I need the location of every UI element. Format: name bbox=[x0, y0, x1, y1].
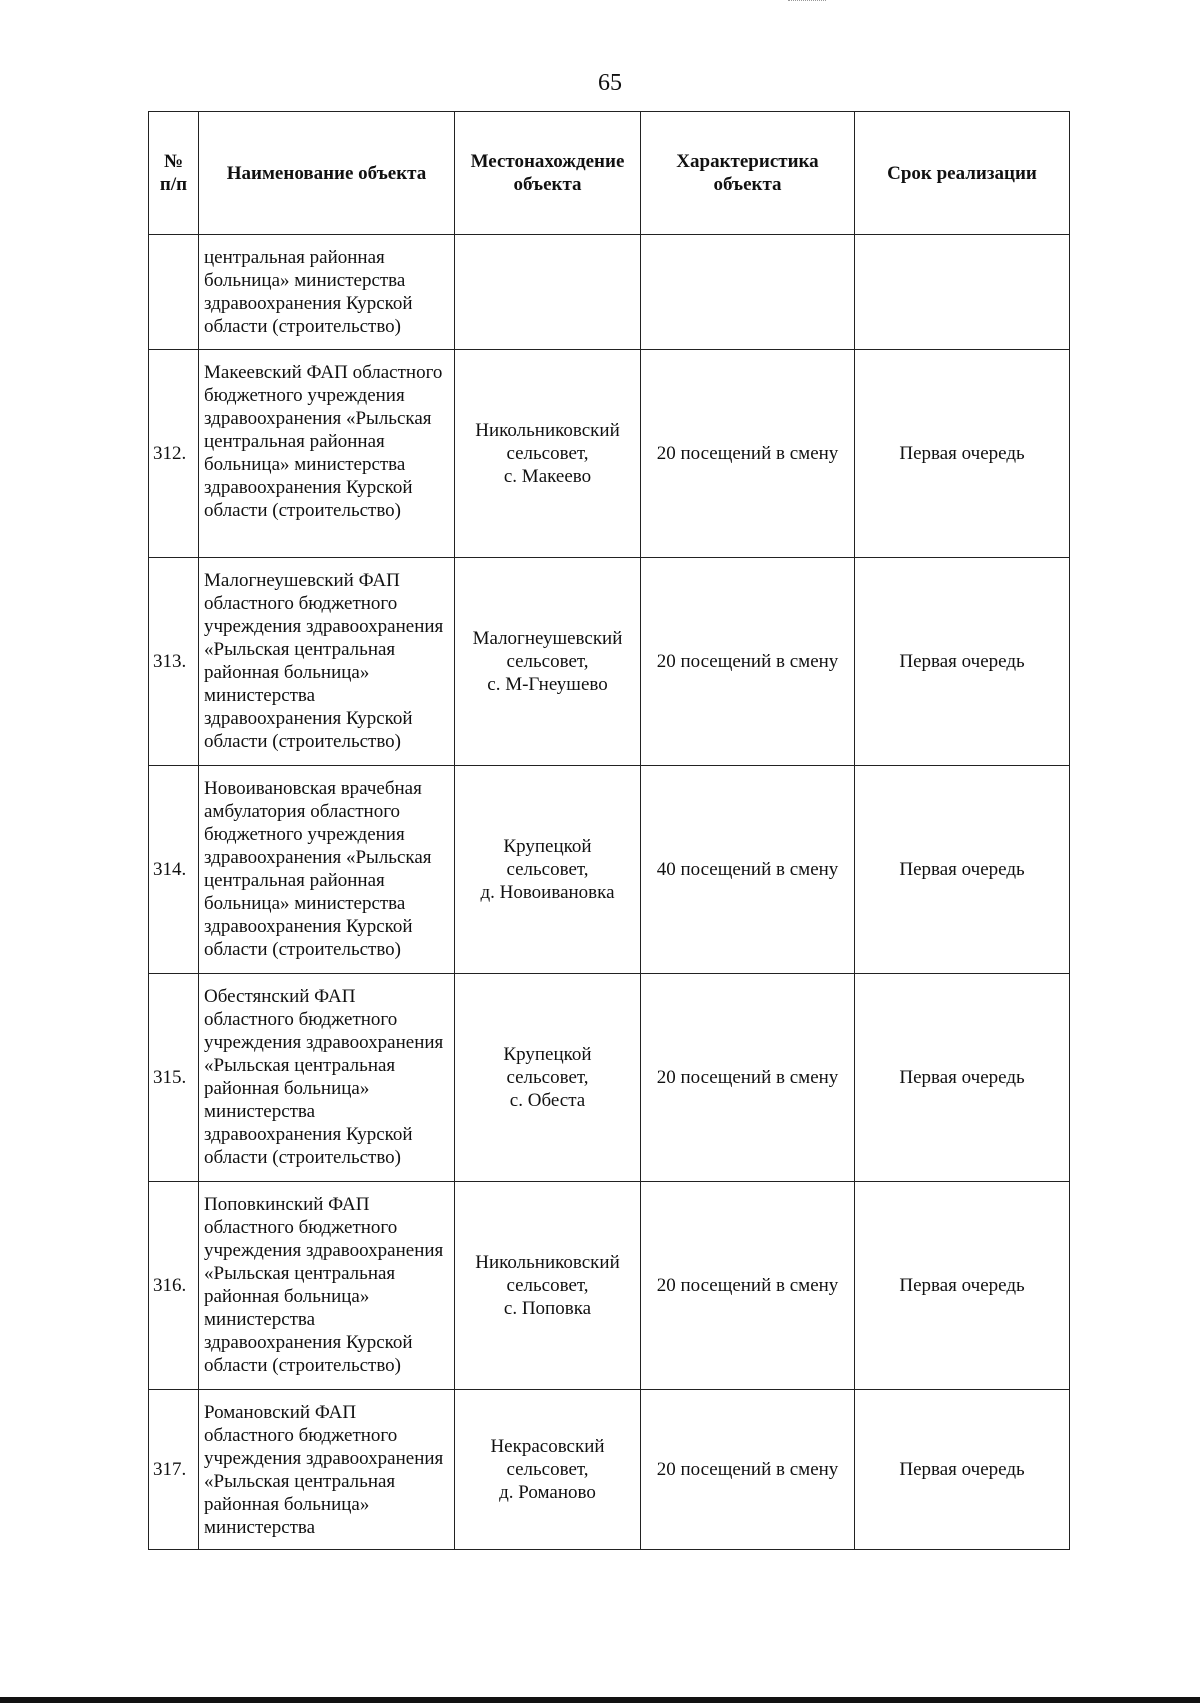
object-name: Обестянский ФАП областного бюджетного учреждения здравоохранения «Рыльская центральная районная больница» министерства здравоохранения Курской области (строительство) bbox=[204, 986, 444, 1168]
location-line: сельсовет, bbox=[506, 1275, 589, 1296]
page-number: 65 bbox=[598, 70, 622, 96]
object-location bbox=[455, 558, 641, 766]
object-characteristic: 20 посещений в смену bbox=[641, 1182, 855, 1390]
object-location bbox=[455, 350, 641, 558]
object-name-cell bbox=[199, 1390, 455, 1550]
location-line: Малогнеушевский bbox=[472, 628, 623, 649]
object-characteristic: 20 посещений в смену bbox=[641, 974, 855, 1182]
location-line: с. Поповка bbox=[503, 1298, 592, 1319]
table-row bbox=[149, 974, 1070, 1182]
object-name-cell bbox=[199, 1182, 455, 1390]
table-row bbox=[149, 350, 1070, 558]
table-row bbox=[149, 1390, 1070, 1550]
row-number bbox=[149, 235, 199, 350]
location-line: д. Новоивановка bbox=[480, 882, 615, 903]
location-line: Никольниковский bbox=[475, 1252, 620, 1273]
object-characteristic: 20 посещений в смену bbox=[641, 1390, 855, 1550]
row-number: 315. bbox=[149, 974, 199, 1182]
table-row bbox=[149, 766, 1070, 974]
location-line: с. Обеста bbox=[509, 1090, 586, 1111]
object-location bbox=[455, 766, 641, 974]
implementation-term: Первая очередь bbox=[855, 1390, 1070, 1550]
object-location bbox=[455, 1390, 641, 1550]
location-line: Крупецкой bbox=[503, 836, 592, 857]
location-line: Никольниковский bbox=[475, 420, 620, 441]
location-line: с. М-Гнеушево bbox=[487, 674, 608, 695]
location-line: сельсовет, bbox=[506, 1067, 589, 1088]
location-line: сельсовет, bbox=[506, 443, 589, 464]
object-name: центральная районная больница» министерства здравоохранения Курской области (строительство) bbox=[204, 247, 413, 337]
location-line: Некрасовский bbox=[490, 1436, 605, 1457]
table-header-row bbox=[149, 112, 1070, 235]
object-characteristic: 40 посещений в смену bbox=[641, 766, 855, 974]
implementation-term: Первая очередь bbox=[855, 766, 1070, 974]
object-name-cell bbox=[199, 350, 455, 558]
object-characteristic: 20 посещений в смену bbox=[641, 350, 855, 558]
object-name: Новоивановская врачебная амбулатория областного бюджетного учреждения здравоохранения «Рыльская центральная районная больница» министерства здравоохранения Курской области (строительство) bbox=[204, 778, 432, 960]
location-line: сельсовет, bbox=[506, 651, 589, 672]
scan-bottom-edge bbox=[0, 1697, 1200, 1703]
object-name-cell bbox=[199, 558, 455, 766]
implementation-term bbox=[855, 235, 1070, 350]
table-row bbox=[149, 235, 1070, 350]
object-name: Макеевский ФАП областного бюджетного учреждения здравоохранения «Рыльская центральная районная больница» министерства здравоохранения Курской области (строительство) bbox=[204, 362, 443, 521]
object-name-cell bbox=[199, 235, 455, 350]
implementation-term: Первая очередь bbox=[855, 558, 1070, 766]
table-row bbox=[149, 1182, 1070, 1390]
header-term: Срок реализации bbox=[855, 112, 1070, 235]
location-line: сельсовет, bbox=[506, 1459, 589, 1480]
implementation-term: Первая очередь bbox=[855, 1182, 1070, 1390]
row-number: 312. bbox=[149, 350, 199, 558]
implementation-term: Первая очередь bbox=[855, 974, 1070, 1182]
header-num: № п/п bbox=[149, 112, 199, 235]
object-characteristic: 20 посещений в смену bbox=[641, 558, 855, 766]
object-name: Малогнеушевский ФАП областного бюджетного учреждения здравоохранения «Рыльская центральная районная больница» министерства здравоохранения Курской области (строительство) bbox=[204, 570, 444, 752]
object-location bbox=[455, 974, 641, 1182]
row-number: 314. bbox=[149, 766, 199, 974]
header-characteristic: Характеристика объекта bbox=[641, 112, 855, 235]
row-number: 316. bbox=[149, 1182, 199, 1390]
location-line: сельсовет, bbox=[506, 859, 589, 880]
row-number: 313. bbox=[149, 558, 199, 766]
location-line: с. Макеево bbox=[503, 466, 592, 487]
objects-table bbox=[148, 111, 1070, 1550]
object-name: Романовский ФАП областного бюджетного учреждения здравоохранения «Рыльская центральная районная больница» министерства bbox=[204, 1402, 444, 1538]
header-name: Наименование объекта bbox=[199, 112, 455, 235]
object-characteristic bbox=[641, 235, 855, 350]
row-number: 317. bbox=[149, 1390, 199, 1550]
object-name-cell bbox=[199, 766, 455, 974]
location-line: Крупецкой bbox=[503, 1044, 592, 1065]
object-location bbox=[455, 1182, 641, 1390]
object-location bbox=[455, 235, 641, 350]
implementation-term: Первая очередь bbox=[855, 350, 1070, 558]
object-name-cell bbox=[199, 974, 455, 1182]
scan-artifact bbox=[788, 0, 826, 3]
objects-table-container bbox=[148, 111, 1069, 1550]
header-location: Местонахождение объекта bbox=[455, 112, 641, 235]
location-line: д. Романово bbox=[499, 1482, 596, 1503]
object-name: Поповкинский ФАП областного бюджетного учреждения здравоохранения «Рыльская центральная районная больница» министерства здравоохранения Курской области (строительство) bbox=[204, 1194, 444, 1376]
table-row bbox=[149, 558, 1070, 766]
